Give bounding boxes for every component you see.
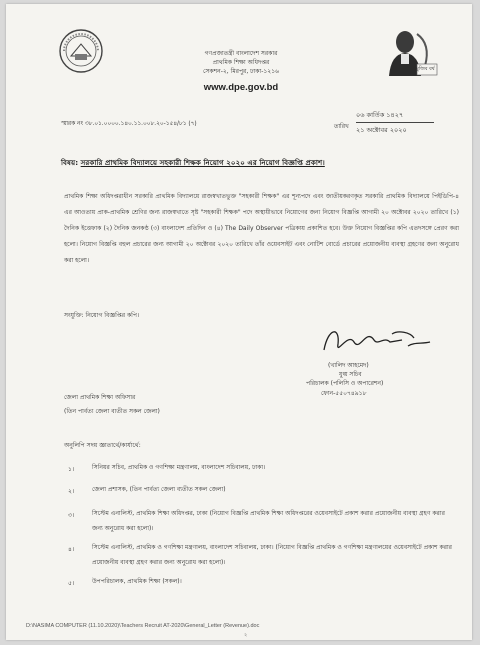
- header-website-link[interactable]: www.dpe.gov.bd: [203, 82, 279, 93]
- signatory-phone: ফোন-৫৫০৭৪৯১৮: [321, 390, 367, 397]
- copy-number: ১।: [68, 466, 75, 473]
- signatory-office: পরিচালক (পলিসি ও অপারেশন): [306, 380, 384, 387]
- copy-item: জেলা প্রশাসক, (তিন পার্বত্য জেলা ব্যতীত সকল জেলা): [92, 486, 226, 493]
- copy-item: সিনিয়র সচিব, প্রাথমিক ও গণশিক্ষা মন্ত্রণালয়, বাংলাদেশ সচিবালয়, ঢাকা।: [92, 464, 266, 471]
- recipient-line1: জেলা প্রাথমিক শিক্ষা অফিসার: [64, 394, 136, 401]
- date-bangla: ০৬ কার্তিক ১৪২৭: [356, 111, 404, 119]
- letter-page: [6, 4, 472, 640]
- copy-number: ৪।: [68, 546, 75, 553]
- memo-number: স্মারক নং ৩৮.০১.০০০০.১৪০.১১.০০৮.২০-১৫৪/৮১ (৭): [61, 121, 197, 127]
- copy-heading: অনুলিপি সদয় জ্ঞাতার্থে/কার্যার্থে:: [64, 442, 141, 449]
- page-number: ২: [244, 632, 248, 638]
- date-divider: [356, 122, 434, 123]
- portrait-caption: মুজিব বর্ষ: [416, 66, 435, 72]
- attachment-note: সংযুক্তি: নিয়োগ বিজ্ঞপ্তির কপি।: [64, 312, 140, 319]
- copy-item: সিস্টেম এনালিস্ট, প্রাথমিক শিক্ষা অধিদপ্তর, ঢাকা (নিয়োগ বিজ্ঞপ্তি প্রাথমিক শিক্ষা অধিদপ্তরের ওয়েবসাইটে প্রকাশ করার প্রয়োজনীয় ব্যবস্থা গ্রহণ করার জন্য অনুরোধ করা হলো)।: [92, 510, 445, 532]
- file-path-footer: D:\NASIMA COMPUTER (11.10.2020)\Teachers Recruit AT-2020\General_Letter (Revenue).doc: [26, 623, 260, 629]
- dpe-logo-icon: [58, 28, 104, 74]
- copy-item: সিস্টেম এনালিস্ট, প্রাথমিক ও গণশিক্ষা মন্ত্রণালয়, বাংলাদেশ সচিবালয়, ঢাকা। (নিয়োগ বিজ্ঞপ্তি প্রাথমিক ও গণশিক্ষা মন্ত্রণালয়ের ওয়েবসাইটে প্রকাশ করার প্রয়োজনীয় ব্যবস্থা গ্রহণ করার জন্য অনুরোধ করা হলো)।: [92, 544, 452, 566]
- copy-number: ৫।: [68, 580, 75, 587]
- subject-line: [61, 158, 451, 170]
- copy-number: ২।: [68, 488, 75, 495]
- header-department: প্রাথমিক শিক্ষা অধিদপ্তর: [212, 59, 270, 66]
- header-ministry: গণপ্রজাতন্ত্রী বাংলাদেশ সরকার: [204, 50, 278, 57]
- date-english: ২১ অক্টোবর ২০২০: [356, 126, 407, 134]
- signatory-designation: যুগ্ম সচিব: [339, 371, 362, 378]
- subject-text: সরকারি প্রাথমিক বিদ্যালয়ে সহকারী শিক্ষক নিয়োগ ২০২০ এর নিয়োগ বিজ্ঞপ্তি প্রকাশ।: [80, 158, 325, 167]
- header-address: সেকশন-২, মিরপুর, ঢাকা-১২১৬: [203, 68, 279, 75]
- recipient-line2: (তিন পার্বত্য জেলা ব্যতীত সকল জেলা): [64, 408, 160, 415]
- signature-mark-icon: [318, 322, 438, 358]
- subject-label: বিষয়:: [61, 158, 79, 167]
- copy-number: ৩।: [68, 512, 75, 519]
- body-paragraph: প্রাথমিক শিক্ষা অধিদপ্তরাধীন সরকারি প্রাথমিক বিদ্যালয়ে রাজস্বখাতভুক্ত "সহকারী শিক্ষক" এর শূন্যপদে এবং জাতীয়করণকৃত সরকারি প্রাথমিক বিদ্যালয়ে পিইডিপি-৪ এর আওতায় প্রাক-প্রাথমিক শ্রেণির জন্য রাজস্বখাতে সৃষ্ট "সহকারী শিক্ষক" পদে অস্থায়ীভাবে নিয়োগের জন্য নিয়োগ বিজ্ঞপ্তি আগামী ২০ অক্টোবর ২০২০ তারিখে (১) দৈনিক ইত্তেফাক (২) দৈনিক জনকণ্ঠ (৩) বাংলাদেশ প্রতিদিন ও (৪) The Daily Observer পত্রিকায় প্রকাশিত হবে। উক্ত নিয়োগ বিজ্ঞপ্তির কপি এতদসঙ্গে প্রেরণ করা হলো। নিয়োগ বিজ্ঞপ্তি বহুল প্রচারের জন্য আগামী ২০ অক্টোবর ২০২০ তারিখে তাঁর ওয়েবসাইট এবং নোটিশ বোর্ডে প্রচারের প্রয়োজনীয় ব্যবস্থা গ্রহণের জন্য অনুরোধ করা হলো।: [64, 193, 459, 264]
- signatory-name: (খালিদ আহমেদ): [328, 362, 369, 369]
- copy-item: উপপরিচালক, প্রাথমিক শিক্ষা (সকল)।: [92, 578, 182, 585]
- date-label: তারিখ: [334, 124, 349, 130]
